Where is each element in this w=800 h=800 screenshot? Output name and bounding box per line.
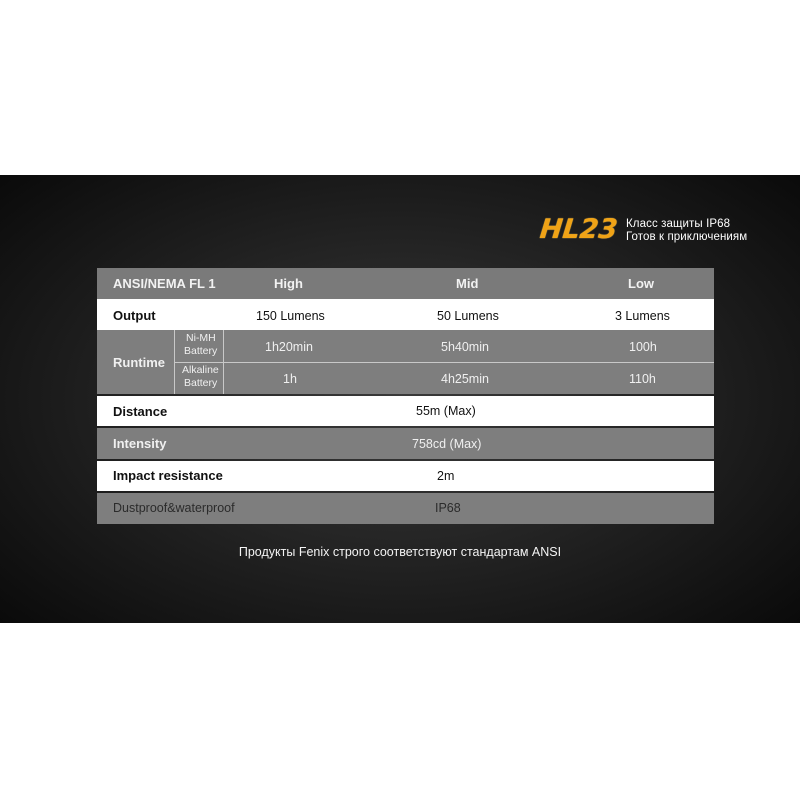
table-header-row (97, 268, 714, 299)
table-row-impact (97, 461, 714, 491)
header-high: High (274, 276, 303, 291)
runtime-alkaline-mid: 4h25min (441, 372, 489, 386)
alkaline-label-1: Alkaline (182, 364, 219, 376)
table-row-distance (97, 396, 714, 426)
runtime-nimh-high: 1h20min (265, 340, 313, 354)
runtime-nimh-mid: 5h40min (441, 340, 489, 354)
header-low: Low (628, 276, 654, 291)
impact-value: 2m (437, 469, 455, 483)
table-row-output (97, 299, 714, 330)
tagline-line-2: Готов к приключениям (626, 231, 748, 243)
header-mid: Mid (456, 276, 479, 291)
tagline (626, 218, 747, 244)
nimh-label-1: Ni-MH (186, 332, 216, 344)
ansi-footnote: Продукты Fenix строго соответствуют стандартам ANSI (238, 545, 562, 559)
output-mid: 50 Lumens (437, 309, 499, 323)
output-high: 150 Lumens (256, 309, 325, 323)
spec-table (97, 268, 714, 524)
nimh-label-2: Battery (184, 345, 218, 357)
table-row-intensity (97, 428, 714, 459)
distance-label: Distance (113, 404, 168, 419)
output-low: 3 Lumens (615, 309, 670, 323)
runtime-label: Runtime (113, 355, 165, 370)
tagline-line-1: Класс защиты IP68 (626, 218, 731, 230)
battery-divider (223, 330, 224, 394)
table-row-runtime (97, 330, 714, 394)
product-logo (538, 212, 620, 246)
intensity-label: Intensity (113, 436, 167, 451)
runtime-alkaline-low: 110h (629, 372, 656, 386)
table-row-dustproof (97, 493, 714, 524)
header-standard: ANSI/NEMA FL 1 (113, 276, 216, 291)
runtime-nimh-low: 100h (629, 340, 657, 354)
dustproof-label: Dustproof&waterproof (113, 501, 235, 515)
model-name: HL23 (538, 213, 620, 245)
runtime-alkaline-high: 1h (283, 372, 297, 386)
dustproof-value: IP68 (435, 501, 461, 515)
intensity-value: 758cd (Max) (412, 437, 482, 451)
distance-value: 55m (Max) (416, 404, 476, 418)
impact-label: Impact resistance (113, 468, 223, 483)
runtime-row-divider (174, 362, 714, 363)
output-label: Output (113, 308, 156, 323)
alkaline-label-2: Battery (184, 377, 218, 389)
